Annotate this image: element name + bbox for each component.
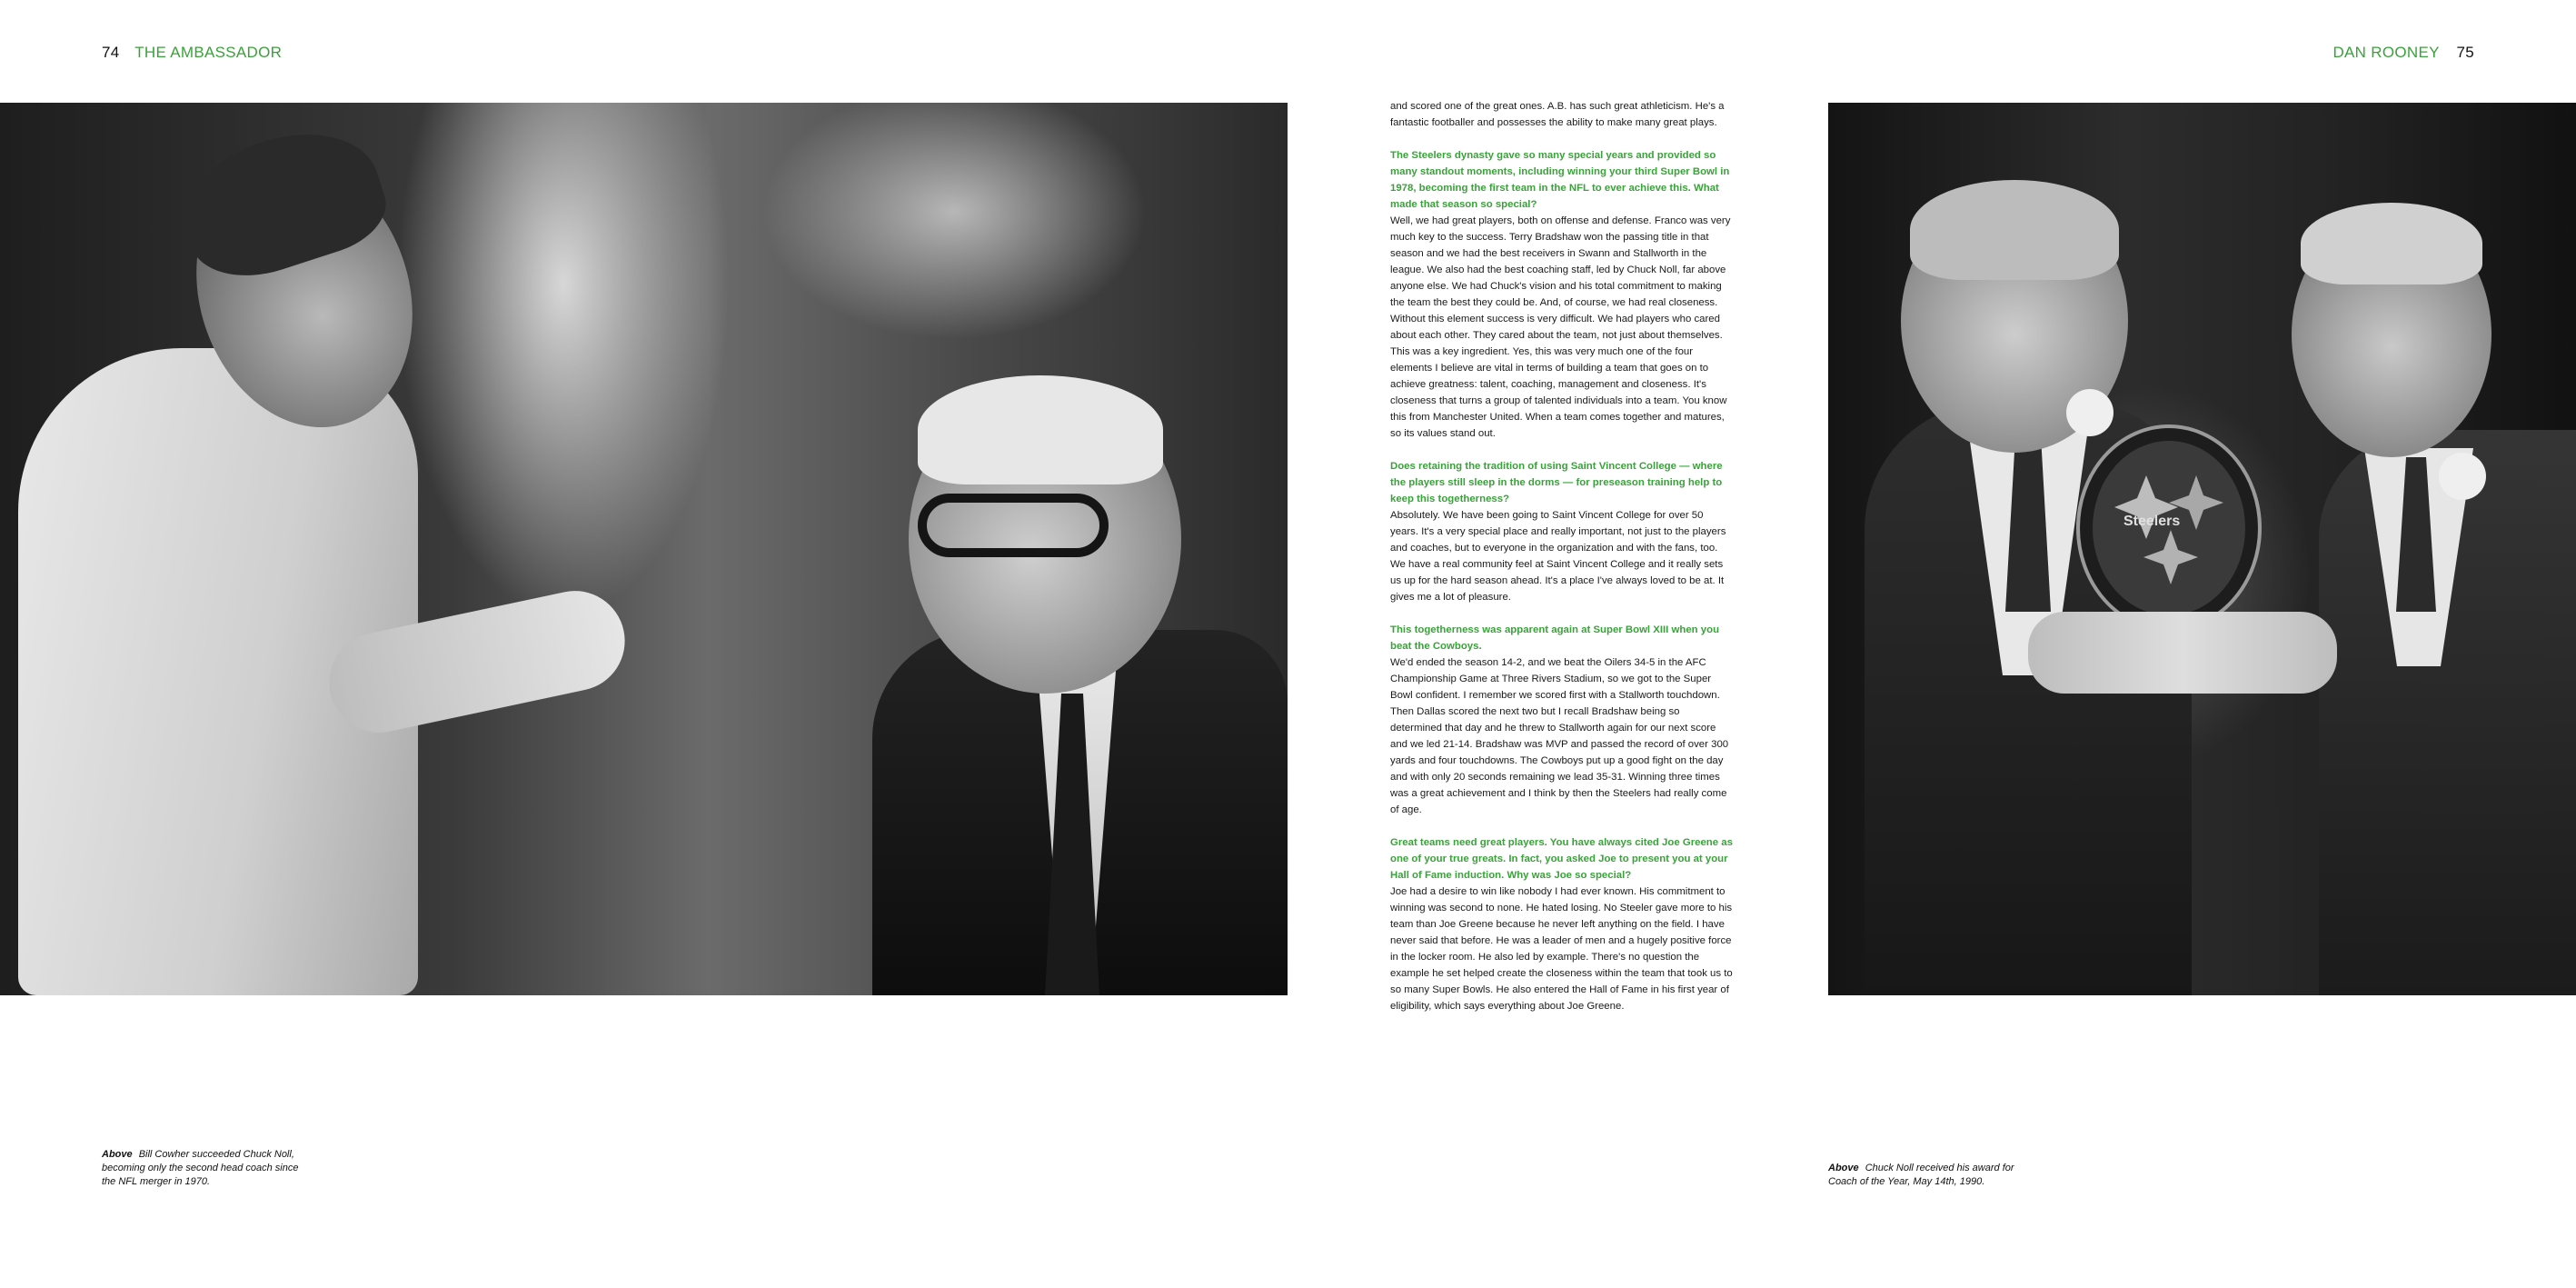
answer-2: Absolutely. We have been going to Saint Vincent College for over 50 years. It's a very special place and really important, not just to the players and coaches, but to everyone in the organization and with the fans, too. We have a real community feel at Saint Vincent College and it really sets us up for the hard season ahead. It's a place I've always loved to be at. It gives me a lot of pleasure. xyxy=(1390,510,1726,603)
question-2: Does retaining the tradition of using Saint Vincent College — where the players still sleep in the dorms — for preseason training help to keep this togetherness? xyxy=(1390,461,1723,504)
caption-right-lead: Above xyxy=(1828,1163,1859,1173)
running-title-left: THE AMBASSADOR xyxy=(134,44,283,61)
page-number-left: 74 xyxy=(102,44,120,61)
carnation-icon xyxy=(2439,453,2486,500)
caption-left-text: Bill Cowher succeeded Chuck Noll, becoming only the second head coach since the NFL merger in 1970. xyxy=(102,1149,299,1187)
answer-1: Well, we had great players, both on offense and defense. Franco was very much key to the success. Terry Bradshaw won the passing title in that season and we had the best receivers in Swann and Stallworth in the league. We also had the best coaching staff, led by Chuck Noll, far above anyone else. We had Chuck's vision and his total commitment to making the team the best they could be. And, of course, we had real closeness. Without this element success is very difficult. We had players who cared about each other. They cared about the team, not just about themselves. This was a key ingredient. Yes, this was very much one of the four elements I believe are vital in terms of building a team that goes on to achieve greatness: talent, coaching, management and closeness. It's closeness that turns a group of talented individuals into a team. You know this from Manchester United. When a team comes together and matures, so its values stand out. xyxy=(1390,215,1731,439)
figure-owner-hair xyxy=(918,375,1163,484)
photo-right-award-presentation xyxy=(1828,103,2576,995)
caption-left xyxy=(102,1148,311,1189)
folio-left xyxy=(102,44,282,62)
question-1: The Steelers dynasty gave so many special years and provided so many standout moments, including winning your third Super Bowl in 1978, becoming the first team in the NFL to ever achieve this. What made that season so special? xyxy=(1390,150,1730,210)
answer-4: Joe had a desire to win like nobody I had ever known. His commitment to winning was second to none. He hated losing. No Steeler gave more to his team than Joe Greene because he never left anything on the field. I have never said that before. He was a leader of men and a hugely positive force in the locker room. He also led by example. There's no question the example he set helped create the closeness within the team that took us to so many Super Bowls. He also entered the Hall of Fame in his first year of eligibility, which says everything about Joe Greene. xyxy=(1390,886,1733,1012)
caption-left-lead: Above xyxy=(102,1149,133,1160)
figure-hands xyxy=(2028,612,2337,694)
photo-left-coach-and-owner xyxy=(0,103,1288,995)
svg-text:Steelers: Steelers xyxy=(2123,514,2181,529)
caption-right xyxy=(1828,1162,2037,1189)
article-intro: and scored one of the great ones. A.B. has such great athleticism. He's a fantastic footballer and possesses the ability to make many great plays. xyxy=(1390,101,1725,128)
figure-left-man-hair xyxy=(1910,180,2119,280)
page-number-right: 75 xyxy=(2456,44,2474,61)
glasses-icon xyxy=(918,494,1109,557)
article-text-column xyxy=(1390,98,1733,1014)
question-4: Great teams need great players. You have always cited Joe Greene as one of your true greats. In fact, you asked Joe to present you at your Hall of Fame induction. Why was Joe so special? xyxy=(1390,837,1733,881)
folio-right xyxy=(2332,44,2474,62)
figure-right-man-hair xyxy=(2301,203,2482,285)
question-3: This togetherness was apparent again at Super Bowl XIII when you beat the Cowboys. xyxy=(1390,624,1720,652)
answer-3: We'd ended the season 14-2, and we beat the Oilers 34-5 in the AFC Championship Game at Three Rivers Stadium, so we got to the Super Bowl confident. I remember we scored first with a Stallworth touchdown. Then Dallas scored the next two but I recall Bradshaw being so determined that day and he threw to Stallworth again for our next score and we led 21-14. Bradshaw was MVP and passed the record of over 300 yards and four touchdowns. The Cowboys put up a good fight on the day and with only 20 seconds remaining we lead 35-31. Winning three times was a great achievement and I think by then the Steelers had really come of age. xyxy=(1390,657,1729,815)
caption-right-text: Chuck Noll received his award for Coach of the Year, May 14th, 1990. xyxy=(1828,1163,2014,1187)
running-title-right: DAN ROONEY xyxy=(2332,44,2440,61)
